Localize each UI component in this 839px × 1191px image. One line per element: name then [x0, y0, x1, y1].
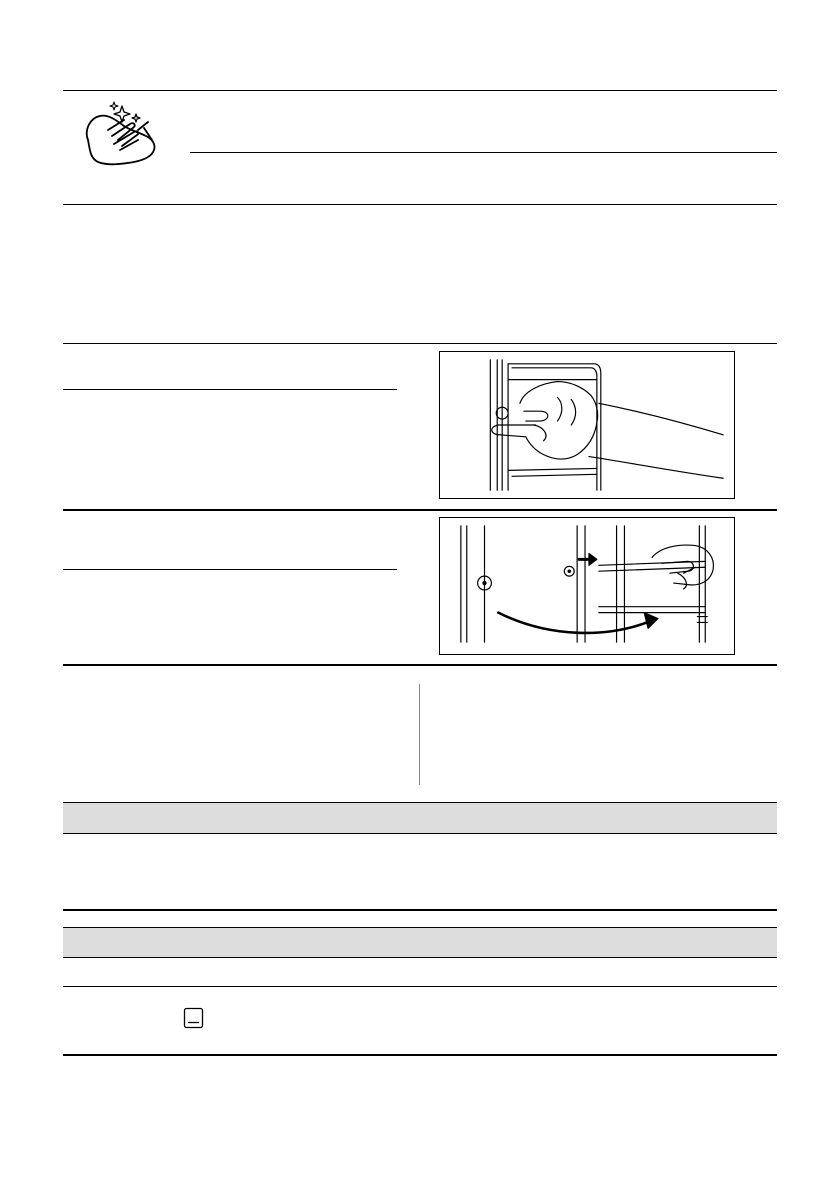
column-divider — [419, 684, 420, 785]
hand-pulling-shelf-support-illustration — [439, 351, 735, 499]
step1-inner-rule — [63, 389, 397, 390]
table1-header-rule — [63, 833, 777, 834]
table2-header-rule — [63, 957, 777, 958]
intro-bottom-rule — [63, 343, 777, 344]
step2-inner-rule — [63, 569, 397, 570]
table2-header-band — [63, 928, 777, 957]
hand-wipe-sparkle-icon — [78, 100, 170, 172]
shelf-support-removal-arrow-illustration — [439, 517, 735, 655]
top-rule — [63, 90, 777, 91]
header-inner-rule — [190, 152, 777, 153]
header-bottom-rule — [63, 204, 777, 205]
step2-bottom-rule — [63, 664, 777, 666]
table1-bottom-rule — [63, 909, 777, 911]
table2-row-rule — [63, 986, 777, 987]
table2-bottom-rule — [63, 1054, 777, 1056]
table1-header-band — [63, 803, 777, 833]
oven-square-icon — [183, 1007, 204, 1029]
step1-bottom-rule — [63, 509, 777, 511]
